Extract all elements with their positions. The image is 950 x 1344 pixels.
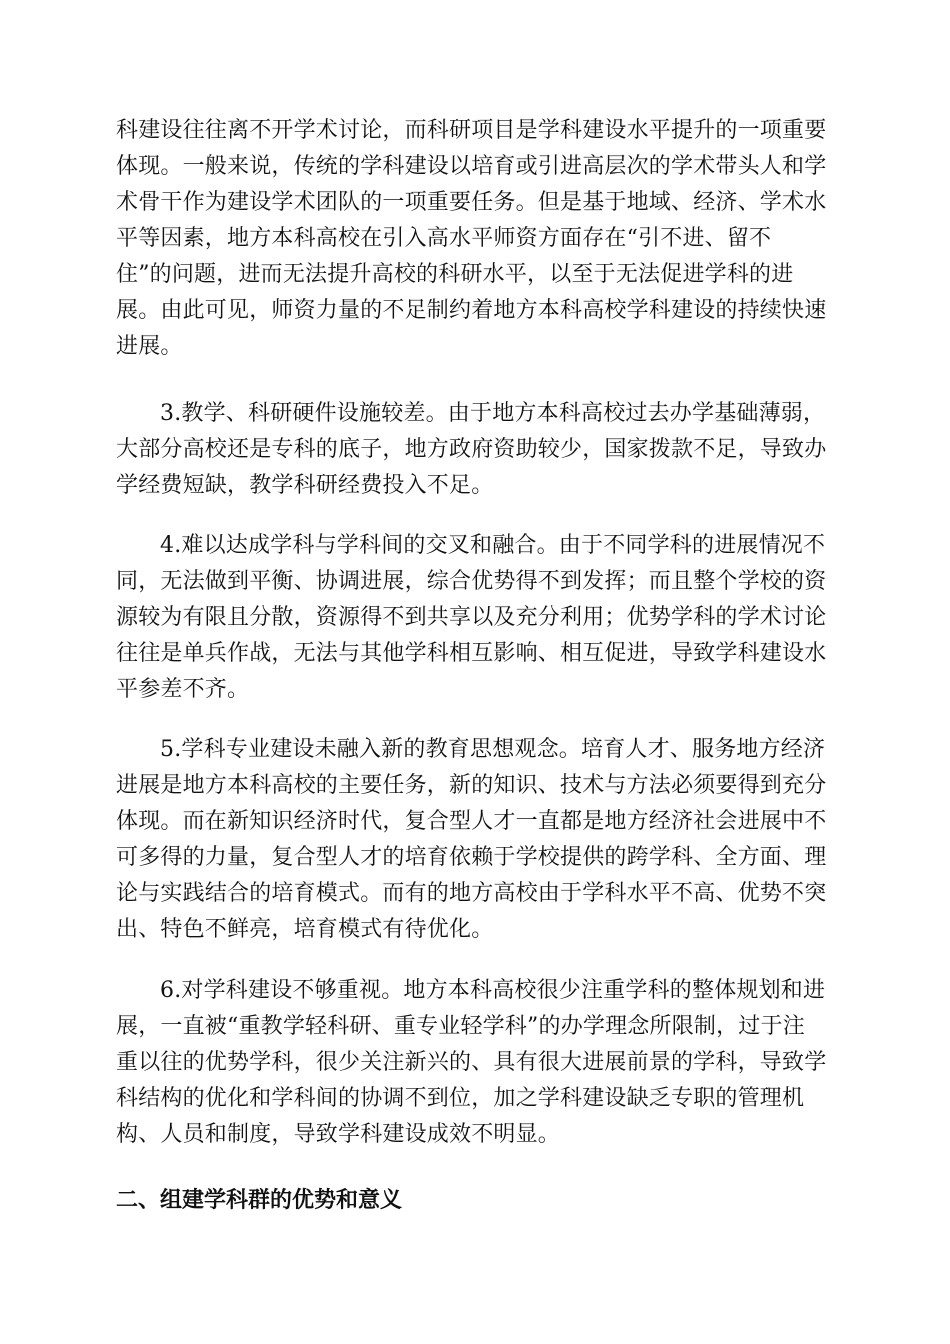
text-line: 同，无法做到平衡、协调进展，综合优势得不到发挥；而且整个学校的资 [116, 569, 827, 594]
text-line: 科结构的优化和学科间的协调不到位，加之学科建设缺乏专职的管理机 [116, 1086, 805, 1111]
text-line: 进展是地方本科高校的主要任务，新的知识、技术与方法必须要得到充分 [116, 773, 827, 798]
text-line: 构、人员和制度，导致学科建设成效不明显。 [116, 1122, 561, 1147]
text-line: 往往是单兵作战，无法与其他学科相互影响、相互促进，导致学科建设水 [116, 641, 827, 666]
text-line: 论与实践结合的培育模式。而有的地方高校由于学科水平不高、优势不突 [116, 881, 827, 906]
section-heading: 二、组建学科群的优势和意义 [116, 1188, 403, 1213]
text-line: 3.教学、科研硬件设施较差。由于地方本科高校过去办学基础薄弱， [160, 401, 826, 426]
paragraph-item-5 [116, 732, 836, 948]
paragraph-item-4 [116, 528, 836, 708]
paragraph-faculty-constraints [116, 113, 836, 365]
text-line: 重以往的优势学科，很少关注新兴的、具有很大进展前景的学科，导致学 [116, 1050, 827, 1075]
text-line: 展，一直被“重教学轻科研、重专业轻学科”的办学理念所限制，过于注 [116, 1014, 805, 1039]
text-line: 术骨干作为建设学术团队的一项重要任务。但是基于地域、经济、学术水 [116, 190, 827, 215]
text-line: 进展。 [116, 334, 183, 359]
text-line: 科建设往往离不开学术讨论，而科研项目是学科建设水平提升的一项重要 [116, 118, 827, 143]
paragraph-item-6 [116, 973, 836, 1153]
text-line: 大部分高校还是专科的底子，地方政府资助较少，国家拨款不足，导致办 [116, 437, 827, 462]
text-line: 体现。而在新知识经济时代，复合型人才一直都是地方经济社会进展中不 [116, 809, 827, 834]
text-line: 5.学科专业建设未融入新的教育思想观念。培育人才、服务地方经济 [160, 737, 826, 762]
text-line: 6.对学科建设不够重视。地方本科高校很少注重学科的整体规划和进 [160, 978, 826, 1003]
text-line: 学经费短缺，教学科研经费投入不足。 [116, 473, 494, 498]
text-line: 源较为有限且分散，资源得不到共享以及充分利用；优势学科的学术讨论 [116, 605, 827, 630]
text-line: 展。由此可见，师资力量的不足制约着地方本科高校学科建设的持续快速 [116, 298, 827, 323]
text-line: 平参差不齐。 [116, 677, 250, 702]
text-line: 平等因素，地方本科高校在引入高水平师资方面存在“引不进、留不 [116, 226, 772, 251]
text-line: 4.难以达成学科与学科间的交叉和融合。由于不同学科的进展情况不 [160, 533, 826, 558]
text-line: 可多得的力量，复合型人才的培育依赖于学校提供的跨学科、全方面、理 [116, 845, 827, 870]
text-line: 体现。一般来说，传统的学科建设以培育或引进高层次的学术带头人和学 [116, 154, 827, 179]
paragraph-item-3 [116, 396, 836, 504]
text-line: 出、特色不鲜亮，培育模式有待优化。 [116, 917, 494, 942]
text-line: 住”的问题，进而无法提升高校的科研水平，以至于无法促进学科的进 [116, 262, 794, 287]
